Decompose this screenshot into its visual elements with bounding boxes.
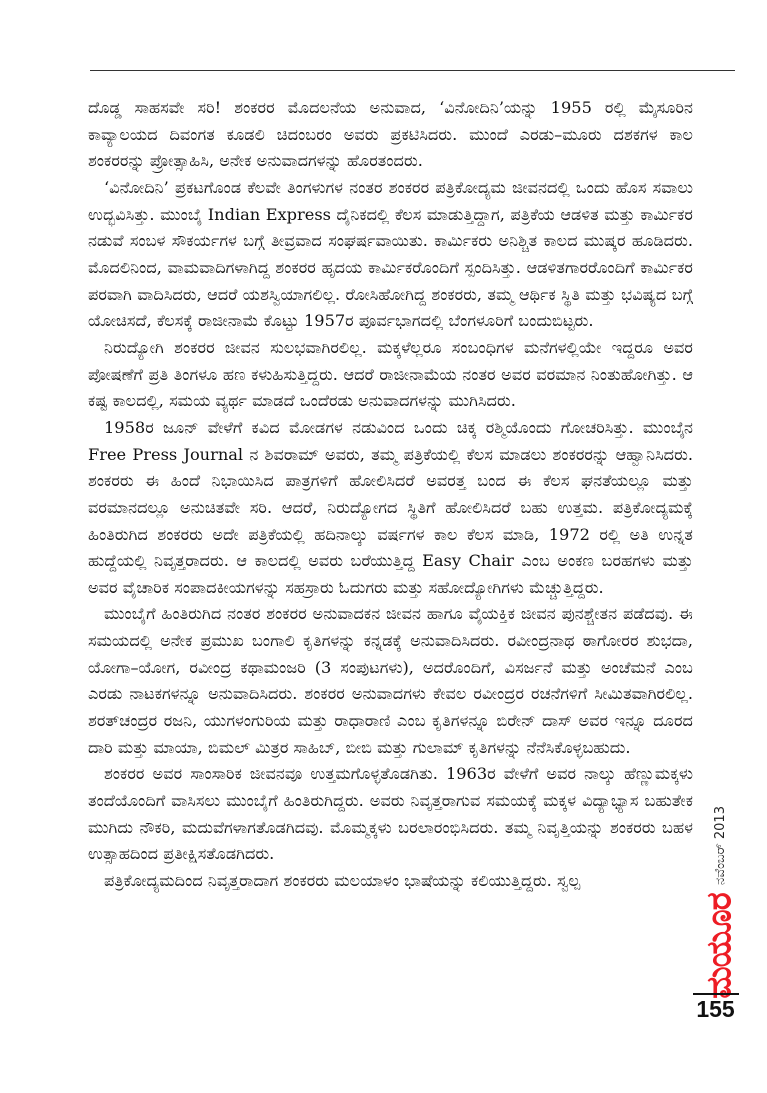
paragraph-6: ಶಂಕರರ ಅವರ ಸಾಂಸಾರಿಕ ಜೀವನವೂ ಉತ್ತಮಗೊಳ್ಳತೊಡಗಿತು. 1963ರ ವೇಳೆಗೆ ಅವರ ನಾಲ್ಕು ಹೆಣ್ಣುಮಕ್ಕಳು ತಂದೆಯೊಂದಿಗೆ ವಾಸಿಸಲು ಮುಂಬೈಗೆ ಹಿಂತಿರುಗಿದ್ದರು. ಅವರು ನಿವೃತ್ತರಾಗುವ ಸಮಯಕ್ಕೆ ಮಕ್ಕಳ ವಿದ್ಯಾಭ್ಯಾಸ ಬಹುತೇಕ ಮುಗಿದು ನೌಕರಿ, ಮದುವೆಗಳಾಗತೊಡಗಿದವು. ಮೊಮ್ಮಕ್ಕಳು ಬರಲಾರಂಭಿಸಿದರು. ತಮ್ಮ ನಿವೃತ್ತಿಯನ್ನು ಶಂಕರರು ಬಹಳ ಉತ್ಸಾಹದಿಂದ ಪ್ರತೀಕ್ಷಿಸತೊಡಗಿದರು. [88,764,693,864]
paragraph-5: ಮುಂಬೈಗೆ ಹಿಂತಿರುಗಿದ ನಂತರ ಶಂಕರರ ಅನುವಾದಕನ ಜೀವನ ಹಾಗೂ ವೈಯಕ್ತಿಕ ಜೀವನ ಪುನಶ್ಚೇತನ ಪಡೆದವು. ಈ ಸಮಯದಲ್ಲಿ ಅನೇಕ ಪ್ರಮುಖ ಬಂಗಾಲಿ ಕೃತಿಗಳನ್ನು ಕನ್ನಡಕ್ಕೆ ಅನುವಾದಿಸಿದರು. ರವೀಂದ್ರನಾಥ ಠಾಗೋರರ ಶುಭದಾ, ಯೋಗಾ–ಯೋಗ, ರವೀಂದ್ರ ಕಥಾಮಂಜರಿ (3 ಸಂಪುಟಗಳು), ಅದರೊಂದಿಗೆ, ವಿಸರ್ಜನೆ ಮತ್ತು ಅಂಚೆಮನೆ ಎಂಬ ಎರಡು ನಾಟಕಗಳನ್ನೂ ಅನುವಾದಿಸಿದರು. ಶಂಕರರ ಅನುವಾದಗಳು ಕೇವಲ ರವೀಂದ್ರರ ರಚನೆಗಳಿಗೆ ಸೀಮಿತವಾಗಿರಲಿಲ್ಲ. ಶರತ್‌ಚಂದ್ರರ ರಜನಿ, ಯುಗಳಂಗುರಿಯ ಮತ್ತು ರಾಧಾರಾಣಿ ಎಂಬ ಕೃತಿಗಳನ್ನೂ ಬಿರೇನ್ ದಾಸ್ ಅವರ ಇನ್ನೂ ದೂರದ ದಾರಿ ಮತ್ತು ಮಾಯಾ, ಬಿಮಲ್ ಮಿತ್ರರ ಸಾಹಿಬ್, ಬೀಬಿ ಮತ್ತು ಗುಲಾಮ್ ಕೃತಿಗಳನ್ನು ನೆನೆಸಿಕೊಳ್ಳಬಹುದು. [88,604,693,757]
paragraph-2: ‘ವಿನೋದಿನಿ’ ಪ್ರಕಟಗೊಂಡ ಕೆಲವೇ ತಿಂಗಳುಗಳ ನಂತರ ಶಂಕರರ ಪತ್ರಿಕೋದ್ಯಮ ಜೀವನದಲ್ಲಿ ಒಂದು ಹೊಸ ಸವಾಲು ಉದ್ಭವಿಸಿತ್ತು. ಮುಂಬೈ Indian Express ದೈನಿಕದಲ್ಲಿ ಕೆಲಸ ಮಾಡುತ್ತಿದ್ದಾಗ, ಪತ್ರಿಕೆಯ ಆಡಳಿತ ಮತ್ತು ಕಾರ್ಮಿಕರ ನಡುವೆ ಸಂಬಳ ಸೌಕರ್ಯಗಳ ಬಗ್ಗೆ ತೀವ್ರವಾದ ಸಂಘರ್ಷವಾಯಿತು. ಕಾರ್ಮಿಕರು ಅನಿಶ್ಚಿತ ಕಾಲದ ಮುಷ್ಕರ ಹೂಡಿದರು. ಮೊದಲಿನಿಂದ, ವಾಮವಾದಿಗಳಾಗಿದ್ದ ಶಂಕರರ ಹೃದಯ ಕಾರ್ಮಿಕರೊಂದಿಗೆ ಸ್ಪಂದಿಸಿತ್ತು. ಆಡಳಿತಗಾರರೊಂದಿಗೆ ಕಾರ್ಮಿಕರ ಪರವಾಗಿ ವಾದಿಸಿದರು, ಆದರೆ ಯಶಸ್ವಿಯಾಗಲಿಲ್ಲ. ರೋಸಿಹೋಗಿದ್ದ ಶಂಕರರು, ತಮ್ಮ ಆರ್ಥಿಕ ಸ್ಥಿತಿ ಮತ್ತು ಭವಿಷ್ಯದ ಬಗ್ಗೆ ಯೋಚಿಸದೆ, ಕೆಲಸಕ್ಕೆ ರಾಜೀನಾಮೆ ಕೊಟ್ಟು 1957ರ ಪೂರ್ವಭಾಗದಲ್ಲಿ ಬೆಂಗಳೂರಿಗೆ ಬಂದುಬಿಟ್ಟರು. [88,177,693,331]
magazine-logo-text: ಮಯೂರ [700,893,740,999]
paragraph-1: ದೊಡ್ಡ ಸಾಹಸವೇ ಸರಿ! ಶಂಕರರ ಮೊದಲನೆಯ ಅನುವಾದ, ‘ವಿನೋದಿನಿ’ಯನ್ನು 1955 ರಲ್ಲಿ ಮೈಸೂರಿನ ಕಾವ್ಯಾಲಯದ ದಿವಂಗತ ಕೂಡಲಿ ಚಿದಂಬರಂ ಅವರು ಪ್ರಕಟಿಸಿದರು. ಮುಂದೆ ಎರಡು–ಮೂರು ದಶಕಗಳ ಕಾಲ ಶಂಕರರನ್ನು ಪ್ರೋತ್ಸಾಹಿಸಿ, ಅನೇಕ ಅನುವಾದಗಳನ್ನು ಹೊರತಂದರು. [88,98,693,171]
paragraph-3: ನಿರುದ್ಯೋಗಿ ಶಂಕರರ ಜೀವನ ಸುಲಭವಾಗಿರಲಿಲ್ಲ. ಮಕ್ಕಳೆಲ್ಲರೂ ಸಂಬಂಧಿಗಳ ಮನೆಗಳಲ್ಲಿಯೇ ಇದ್ದರೂ ಅವರ ಪೋಷಣೆಗೆ ಪ್ರತಿ ತಿಂಗಳೂ ಹಣ ಕಳುಹಿಸುತ್ತಿದ್ದರು. ಆದರೆ ರಾಜೀನಾಮೆಯ ನಂತರ ಅವರ ವರಮಾನ ನಿಂತುಹೋಗಿತ್ತು. ಆ ಕಷ್ಟ ಕಾಲದಲ್ಲಿ, ಸಮಯ ವ್ಯರ್ಥ ಮಾಡದೆ ಒಂದೆರಡು ಅನುವಾದಗಳನ್ನು ಮುಗಿಸಿದರು. [88,337,693,411]
page-number: 155 [696,996,735,1022]
article-body [88,95,693,895]
magazine-logo [700,893,740,999]
issue-date: ನವೆಂಬರ್ 2013 [712,805,728,885]
paragraph-7: ಪತ್ರಿಕೋದ್ಯಮದಿಂದ ನಿವೃತ್ತರಾದಾಗ ಶಂಕರರು ಮಲಯಾಳಂ ಭಾಷೆಯನ್ನು ಕಲಿಯುತ್ತಿದ್ದರು. ಸ್ವಲ್ಪ [104,871,581,891]
top-rule [90,70,735,71]
page-number-rule [693,993,739,995]
paragraph-4: 1958ರ ಜೂನ್ ವೇಳೆಗೆ ಕವಿದ ಮೋಡಗಳ ನಡುವಿಂದ ಒಂದು ಚಿಕ್ಕ ರಶ್ಮಿಯೊಂದು ಗೋಚರಿಸಿತ್ತು. ಮುಂಬೈನ Free Press Journal ನ ಶಿವರಾಮ್ ಅವರು, ತಮ್ಮ ಪತ್ರಿಕೆಯಲ್ಲಿ ಕೆಲಸ ಮಾಡಲು ಶಂಕರರನ್ನು ಆಹ್ವಾನಿಸಿದರು. ಶಂಕರರು ಈ ಹಿಂದೆ ನಿಭಾಯಿಸಿದ ಪಾತ್ರಗಳಿಗೆ ಹೋಲಿಸಿದರೆ ಅವರತ್ತ ಬಂದ ಈ ಕೆಲಸ ಘನತೆಯಲ್ಲೂ ಮತ್ತು ವರಮಾನದಲ್ಲೂ ಅನುಚಿತವೇ ಸರಿ. ಆದರೆ, ನಿರುದ್ಯೋಗದ ಸ್ಥಿತಿಗೆ ಹೋಲಿಸಿದರೆ ಬಹು ಉತ್ತಮ. ಪತ್ರಿಕೋದ್ಯಮಕ್ಕೆ ಹಿಂತಿರುಗಿದ ಶಂಕರರು ಅದೇ ಪತ್ರಿಕೆಯಲ್ಲಿ ಹದಿನಾಲ್ಕು ವರ್ಷಗಳ ಕಾಲ ಕೆಲಸ ಮಾಡಿ, 1972 ರಲ್ಲಿ ಅತಿ ಉನ್ನತ ಹುದ್ದೆಯಲ್ಲಿ ನಿವೃತ್ತರಾದರು. ಆ ಕಾಲದಲ್ಲಿ ಅವರು ಬರೆಯುತ್ತಿದ್ದ Easy Chair ಎಂಬ ಅಂಕಣ ಬರಹಗಳು ಮತ್ತು ಅವರ ವೈಚಾರಿಕ ಸಂಪಾದಕೀಯಗಳನ್ನು ಸಹಸ್ರಾರು ಓದುಗರು ಮತ್ತು ಸಹೋದ್ಯೋಗಿಗಳು ಮೆಚ್ಚುತ್ತಿದ್ದರು. [88,417,693,597]
